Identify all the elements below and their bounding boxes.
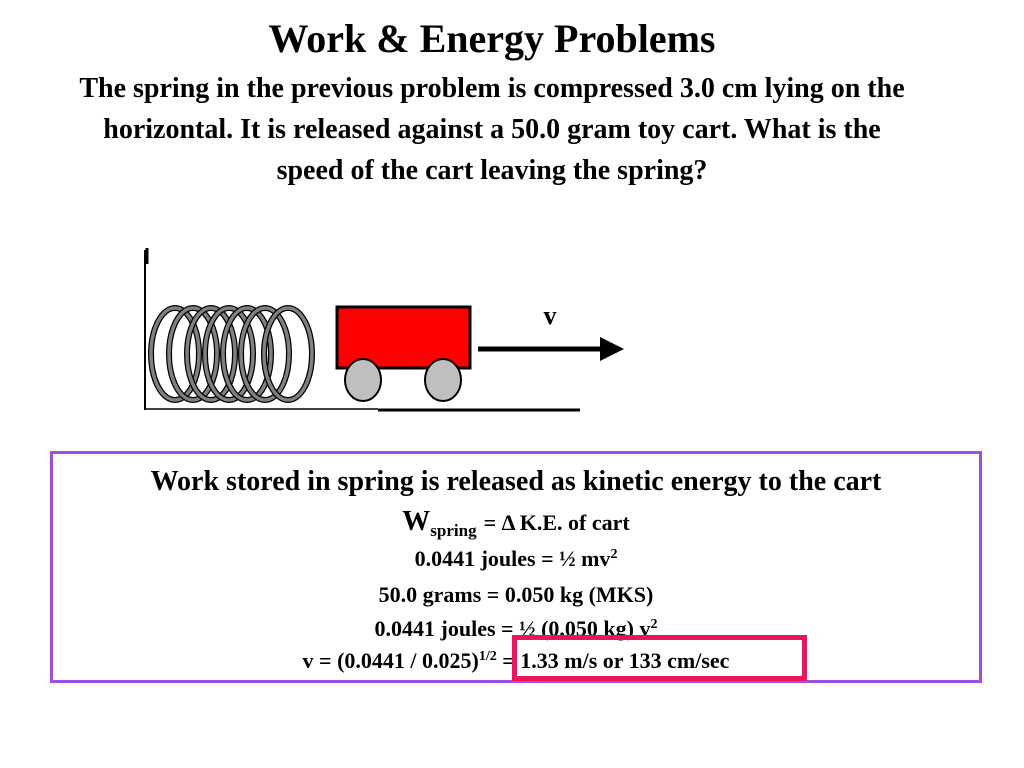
solution-statement: Work stored in spring is released as kinetic energy to the cart	[150, 466, 882, 497]
velocity-equation-lhs: v = (0.0441 / 0.025)	[302, 648, 479, 673]
substituted-equation-exponent: 2	[650, 617, 658, 632]
work-energy-equation	[53, 506, 979, 547]
substituted-equation-lhs: 0.0441 joules = ½ (0.050 kg) v	[374, 616, 651, 641]
work-symbol: W	[402, 506, 431, 537]
problem-statement: The spring in the previous problem is compressed 3.0 cm lying on the horizontal. It is released against a 50.0 gram toy cart. What is the speed of the cart leaving the spring?	[79, 73, 905, 186]
mass-conversion: 50.0 grams = 0.050 kg (MKS)	[378, 582, 654, 607]
slide-title: Work & Energy Problems	[268, 16, 716, 61]
answer-highlight-box	[512, 635, 807, 681]
energy-equation-exponent: 2	[610, 547, 618, 562]
velocity-equation-equals: =	[496, 648, 521, 673]
toy-cart-body	[337, 307, 470, 368]
cart-wheel-right	[425, 359, 461, 401]
compressed-spring	[151, 308, 312, 400]
solution-box	[50, 451, 982, 683]
cart-wheel-left	[345, 359, 381, 401]
answer-text: 1.33 m/s or 133 cm/sec	[520, 648, 730, 673]
energy-equation	[53, 544, 979, 574]
energy-equation-lhs: 0.0441 joules = ½ mv	[414, 546, 611, 571]
work-subscript: spring	[430, 521, 477, 540]
velocity-label: v	[543, 301, 557, 330]
work-rhs: = Δ K.E. of cart	[483, 510, 630, 535]
velocity-arrow-head	[600, 337, 624, 361]
velocity-equation-exponent: 1/2	[478, 649, 497, 664]
